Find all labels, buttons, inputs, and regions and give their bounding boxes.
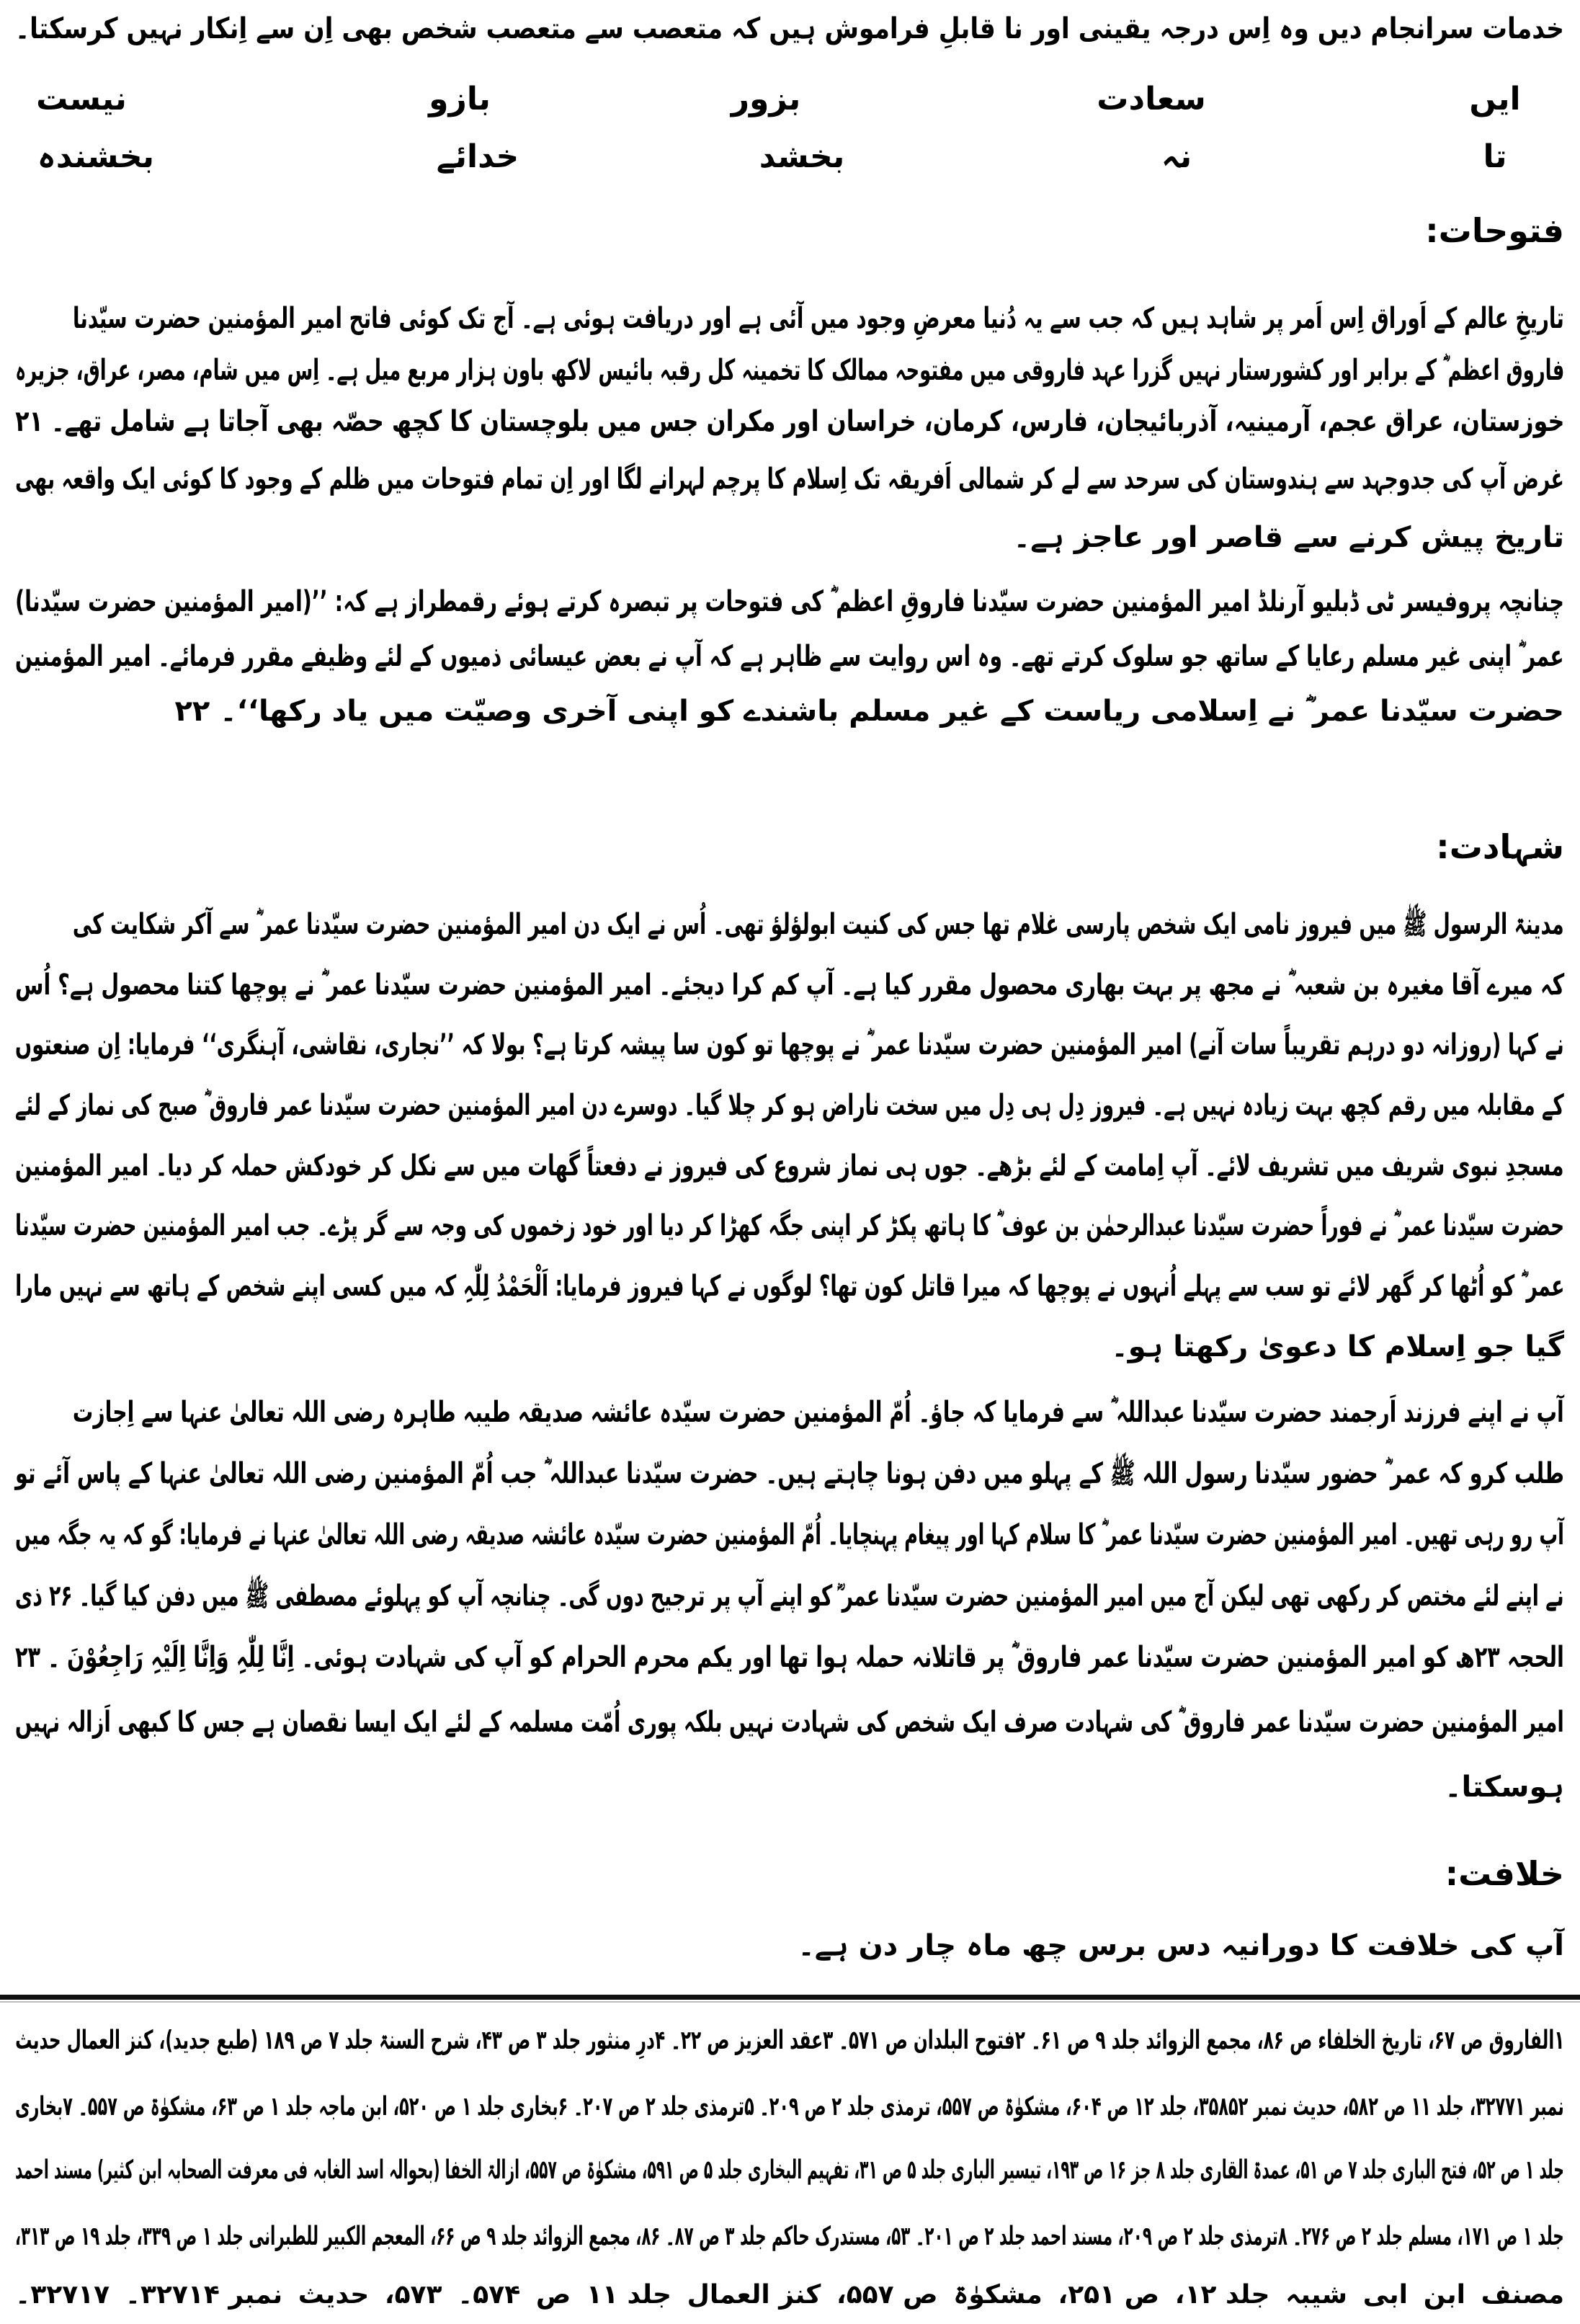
text-line: فاروق اعظم ؓ کے برابر اور کشورستار نہیں گزرا عہد فاروقی میں مفتوحہ ممالک کا تخمینہ کل رقبہ بائیس لاکھ باون ہزار مربع میل ہے۔ اِس میں شام، مصر، عراق، جزیرہ: [14, 354, 1564, 387]
footnote-word: جلد ۱۱: [586, 2280, 671, 2310]
poem-word: تا: [1483, 138, 1507, 175]
text-line: خوزستان، عراق عجم، آرمینیہ، آذربائیجان، فارس، کرمان، خراسان اور مکران جس میں بلوچستان کا کچھ حصّہ بھی آجاتا ہے شامل تھے۔ ۲۱: [14, 405, 1564, 438]
footnote-word: شیبہ: [1285, 2280, 1347, 2310]
footnote-word: کنز العمال: [687, 2280, 821, 2310]
text-line: مسجدِ نبوی شریف میں تشریف لائے۔ آپ اِمامت کے لئے بڑھے۔ جوں ہی نماز شروع کی فیروز نے دفعتاً گھات میں سے نکل کر خودکش حملہ کر دیا۔ امیر المؤمنین: [15, 1149, 1564, 1183]
text-line: مدینۃ الرسول ﷺ میں فیروز نامی ایک شخص پارسی غلام تھا جس کی کنیت ابولؤلؤ تھی۔ اُس نے ایک دن امیر المؤمنین حضرت سیّدنا عمر ؓ سے آکر شکایت کی: [73, 908, 1564, 941]
poem-word: بخشد: [759, 138, 845, 175]
footnote-word: مصنف: [1481, 2280, 1564, 2310]
text-line: تاریخِ عالم کے اَوراق اِس اَمر پر شاہد ہیں کہ جب سے یہ دُنیا معرضِ وجود میں آئی ہے اور دریافت ہوئی ہے۔ آج تک کوئی فاتح امیر المؤمنین حضرت سیّدنا: [73, 302, 1564, 335]
footnote-word: حدیث: [298, 2280, 370, 2310]
text-line: گیا جو اِسلام کا دعویٰ رکھتا ہو۔: [1111, 1330, 1564, 1363]
text-line: تاریخ پیش کرنے سے قاصر اور عاجز ہے۔: [1013, 521, 1564, 554]
footnote-line: ۱الفاروق ص ۶۷، تاریخ الخلفاء ص ۸۶، مجمع الزوائد جلد ۹ ص ۶۱۔ ۲فتوح البلدان ص ۵۷۱۔ ۳عقد العزیز ص ۲۲۔ ۴درِ منثور جلد ۳ ص ۴۳، شرح السنۃ جلد ۷ ص ۱۸۹ (طبع جدید)، کنز العمال حدیث: [14, 2026, 1564, 2055]
footnote-line-last: [15, 2266, 1564, 2324]
section-heading-shahadat: شہادت:: [1436, 827, 1564, 866]
footnote-word: جلد ۱۲،: [1174, 2280, 1270, 2310]
text-line: آپ کی خلافت کا دورانیہ دس برس چھ ماہ چار دن ہے۔: [798, 1929, 1564, 1962]
poem-word: ایں: [1469, 81, 1521, 117]
poem-word: نیست: [36, 81, 127, 117]
text-line: نے کہا (روزانہ دو درہم تقریباً سات آنے) امیر المؤمنین حضرت سیّدنا عمر ؓ نے پوچھا تو کون سا پیشہ کرتا ہے؟ بولا کہ ’’نجاری، نقاشی، آہنگری‘‘ فرمایا: اِن صنعتوں: [15, 1028, 1564, 1061]
poem-word: بازو: [429, 81, 491, 117]
section-heading-futuhat: فتوحات:: [1425, 211, 1564, 250]
poem-word: بزور: [731, 81, 801, 117]
footnote-word: مشکوٰۃ: [953, 2280, 1043, 2310]
footnote-word: ۵۷۴۔: [458, 2280, 521, 2310]
footnote-word: ص ۵۵۷،: [836, 2280, 938, 2310]
text-line: الحجہ ۲۳ھ کو امیر المؤمنین حضرت سیّدنا عمر فاروق ؓ پر قاتلانہ حملہ ہوا تھا اور یکم محرم الحرام کو آپ کی شہادت ہوئی۔ اِنَّا لِلّٰہِ وَاِنَّا اِلَیْہِ رَاجِعُوْنَ ۔ ۲۳: [15, 1641, 1564, 1674]
footnote-word: ۵۷۳،: [384, 2280, 442, 2310]
footnote-line: جلد ۱ ص ۱۷۱، مسلم جلد ۲ ص ۲۷۶۔ ۸ترمذی جلد ۲ ص ۲۰۹، مسند احمد جلد ۲ ص ۲۰۱۔ ۵۳، مستدرک حاکم جلد ۳ ص ۸۷۔ ۸۶، مجمع الزوائد جلد ۹ ص ۶۶، المعجم الکبیر للطبرانی جلد ۱ ص ۳۳۹، جلد ۱۹ ص ۳۱۳،: [15, 2222, 1564, 2251]
section-heading-khilafat: خلافت:: [1445, 1854, 1564, 1893]
footnote-line: جلد ۱ ص ۵۲، فتح الباری جلد ۷ ص ۵۱، عمدۃ القاری جلد ۸ جز ۱۶ ص ۱۹۳، تیسیر الباری جلد ۵ ص ۳۱، تفہیم البخاری جلد ۵ ص ۵۹۱، مشکوٰۃ ص ۵۵۷، ازالۃ الخفا (بحوالہ اسد الغابہ فی معرفت الصحابہ ابن کثیر) مسند احمد: [15, 2155, 1564, 2185]
text-line: حضرت سیّدنا عمر ؓ نے اِسلامی ریاست کے غیر مسلم باشندے کو اپنی آخری وصیّت میں یاد رکھا‘‘۔ ۲۲: [174, 695, 1564, 728]
footnote-word: ابن: [1423, 2280, 1465, 2310]
text-line: کے مقابلہ میں رقم کچھ بہت زیادہ نہیں ہے۔ فیروز دِل ہی دِل میں سخت ناراض ہو کر چلا گیا۔ دوسرے دن امیر المؤمنین حضرت سیّدنا عمر فاروق ؓ صبح کی نماز کے لئے: [15, 1089, 1564, 1122]
text-line: حضرت سیّدنا عمر ؓ نے فوراً حضرت سیّدنا عبدالرحمٰن بن عوف ؓ کا ہاتھ پکڑ کر اپنی جگہ کھڑا کر دیا اور خود زخموں کی وجہ سے گر پڑے۔ جب امیر المؤمنین حضرت سیّدنا: [14, 1209, 1564, 1242]
text-line: چنانچہ پروفیسر ٹی ڈبلیو آرنلڈ امیر المؤمنین حضرت سیّدنا فاروقِ اعظم ؓ کی فتوحات پر تبصرہ کرتے ہوئے رقمطراز ہے کہ: ’’(امیر المؤمنین حضرت سیّدنا): [15, 585, 1564, 618]
footnote-word: ص ۲۵۱،: [1058, 2280, 1160, 2310]
footnote-word: نمبر ۳۲۷۱۴۔: [125, 2280, 283, 2310]
text-line: عمر ؓ کو اُٹھا کر گھر لائے تو سب سے پہلے اُنہوں نے پوچھا کہ میرا قاتل کون تھا؟ لوگوں نے کہا فیروز فرمایا: اَلْحَمْدُ لِلّٰہِ کہ میں کسی اپنے شخص کے ہاتھ سے نہیں مارا: [14, 1270, 1564, 1303]
footnote-word: ۳۲۷۱۷۔: [15, 2280, 110, 2310]
footnote-word: ص: [535, 2280, 571, 2310]
poem-word: بخشندہ: [37, 138, 155, 175]
text-line: نے اپنے لئے مختص کر رکھی تھی لیکن آج میں امیر المؤمنین حضرت سیّدنا عمر ؓ کو اپنے آپ پر ترجیح دوں گی۔ چنانچہ آپ کو پہلوئے مصطفی ﷺ میں دفن کیا گیا۔ ۲۶ ذی: [15, 1580, 1565, 1613]
footnote-divider-shadow: [0, 2001, 1580, 2003]
text-line: عمر ؓ اپنی غیر مسلم رعایا کے ساتھ جو سلوک کرتے تھے۔ وہ اس روایت سے ظاہر ہے کہ آپ نے بعض عیسائی ذمیوں کے لئے وظیفے مقرر فرمائے۔ امیر المؤمنین: [15, 640, 1564, 673]
intro-line: خدمات سرانجام دیں وہ اِس درجہ یقینی اور نا قابلِ فراموش ہیں کہ متعصب سے متعصب شخص بھی اِن سے اِنکار نہیں کرسکتا۔: [15, 12, 1564, 45]
text-line: ہوسکتا۔: [1445, 1771, 1564, 1804]
poem-word: سعادت: [1097, 81, 1206, 117]
footnote-line: نمبر ۳۲۷۷۱، جلد ۱۱ ص ۵۸۲، حدیث نمبر ۳۵۸۵۲، جلد ۱۲ ص ۶۰۴، مشکوٰۃ ص ۵۵۷، ترمذی جلد ۲ ص ۲۰۹۔ ۵ترمذی جلد ۲ ص ۲۰۷۔ ۶بخاری جلد ۱ ص ۵۲۰، ابن ماجہ جلد ۱ ص ۶۳، مشکوٰۃ ص ۵۵۷۔ ۷بخاری: [15, 2092, 1564, 2122]
poem-word: خدائے: [436, 138, 519, 175]
text-line: آپ نے اپنے فرزند اَرجمند حضرت سیّدنا عبداللہ ؓ سے فرمایا کہ جاؤ۔ اُمّ المؤمنین حضرت سیّدہ عائشہ صدیقہ طیبہ طاہرہ رضی اللہ تعالیٰ عنہا سے اِجازت: [73, 1396, 1564, 1429]
text-line: کہ میرے آقا مغیرہ بن شعبہ ؓ نے مجھ پر بہت بھاری محصول مقرر کیا ہے۔ آپ کم کرا دیجئے۔ امیر المؤمنین حضرت سیّدنا عمر ؓ نے پوچھا کتنا محصول ہے؟ اُس: [14, 969, 1564, 1002]
poem-word: نہ: [1161, 138, 1192, 175]
footnote-word: ابی: [1362, 2280, 1408, 2310]
text-line: امیر المؤمنین حضرت سیّدنا عمر فاروق ؓ کی شہادت صرف ایک شخص کی شہادت نہیں بلکہ پوری اُمّت مسلمہ کے لئے ایک ایسا نقصان ہے جس کا کبھی اَزالہ نہیں: [15, 1706, 1564, 1739]
text-line: غرض آپ کی جدوجہد سے ہندوستان کی سرحد سے لے کر شمالی اَفریقہ تک اِسلام کا پرچم لہرانے لگا اور اِن تمام فتوحات میں ظلم کے وجود کا کوئی ایک واقعہ بھی: [15, 463, 1564, 496]
footnote-divider: [0, 1995, 1580, 2000]
text-line: آپ رو رہی تھیں۔ امیر المؤمنین حضرت سیّدنا عمر ؓ کا سلام کہا اور پیغام پہنچایا۔ اُمّ المؤمنین حضرت سیّدہ عائشہ صدیقہ رضی اللہ تعالیٰ عنہا نے فرمایا: گو کہ یہ جگہ میں: [15, 1518, 1564, 1551]
text-line: طلب کرو کہ عمر ؓ حضور سیّدنا رسول اللہ ﷺ کے پہلو میں دفن ہونا چاہتے ہیں۔ حضرت سیّدنا عبداللہ ؓ جب اُمّ المؤمنین رضی اللہ تعالیٰ عنہا کے پاس آئے تو: [15, 1457, 1564, 1490]
